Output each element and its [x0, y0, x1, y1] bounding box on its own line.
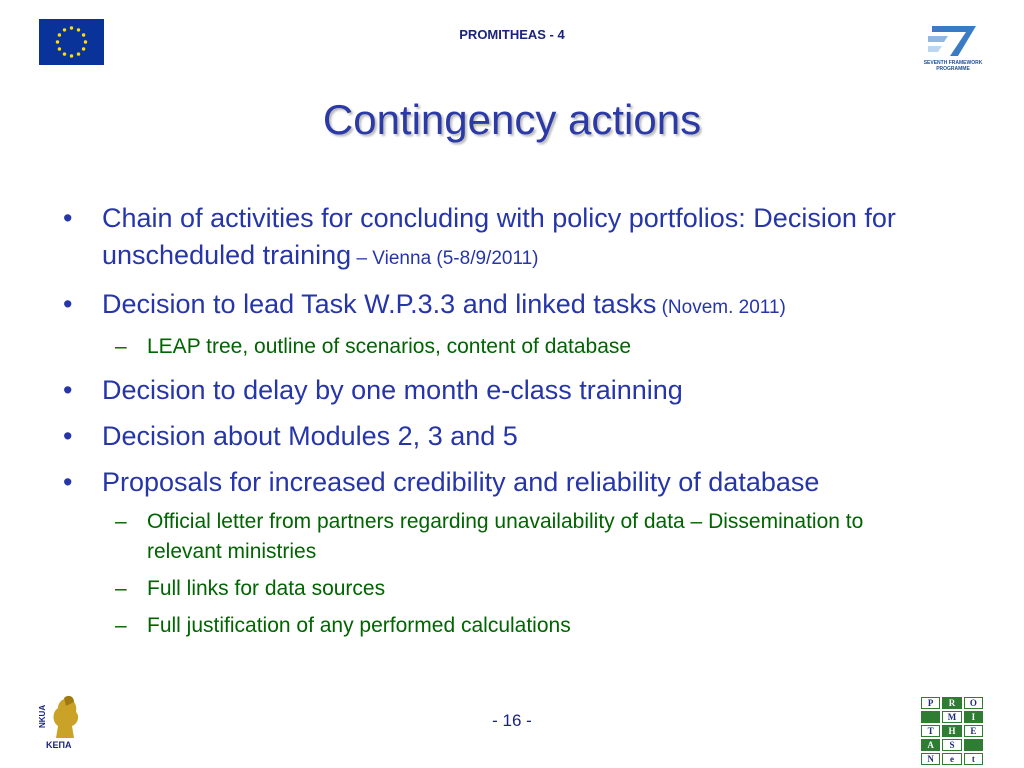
fp7-caption-line1: SEVENTH FRAMEWORK — [923, 60, 983, 66]
logo-cell: R — [942, 697, 961, 709]
bullet-text: Decision about Modules 2, 3 and 5 — [102, 421, 518, 451]
subitem — [60, 332, 1000, 362]
fp7-caption-line2: PROGRAMME — [936, 66, 970, 72]
bullet-glyph: • — [63, 289, 73, 319]
subitem — [60, 574, 1000, 604]
dash-glyph: – — [115, 614, 127, 637]
logo-cell: E — [964, 725, 983, 737]
logo-cell: P — [921, 697, 940, 709]
bullet-note: – Vienna (5-8/9/2011) — [351, 248, 539, 269]
bullet-item — [60, 464, 1000, 501]
subitem-group — [60, 332, 1000, 362]
nkua-bottom-text: ΚΕΠΑ — [46, 740, 72, 750]
logo-cell: S — [942, 739, 961, 751]
logo-cell: H — [942, 725, 961, 737]
bullet-text: Decision to delay by one month e-class trainning — [102, 375, 683, 405]
logo-cell: O — [964, 697, 983, 709]
subitem-text: LEAP tree, outline of scenarios, content of database — [147, 335, 632, 358]
dash-glyph: – — [115, 335, 127, 358]
subitem — [60, 507, 1000, 567]
bullet-item — [60, 418, 1000, 455]
slide-title: Contingency actions — [322, 96, 702, 143]
eu-star — [77, 52, 80, 55]
subitem-text: Full links for data sources — [147, 577, 386, 600]
logo-cell — [964, 739, 983, 751]
page-number: - 16 - — [492, 711, 532, 730]
subitem-text: Full justification of any performed calculations — [147, 614, 571, 637]
bullet-glyph: • — [63, 203, 73, 233]
eu-flag-icon — [39, 19, 104, 65]
logo-cell: A — [921, 739, 940, 751]
logo-cell: N — [921, 753, 940, 765]
promitheas-net-grid-icon — [921, 697, 983, 764]
bullet-text: Chain of activities for concluding with policy portfolios: Decision for unscheduled training — [102, 203, 896, 270]
slide-content — [60, 200, 1000, 651]
bullet-glyph: • — [63, 467, 73, 497]
logo-cell — [921, 711, 940, 723]
bullet-glyph: • — [63, 375, 73, 405]
dash-glyph: – — [115, 577, 127, 600]
subitem — [60, 611, 1000, 641]
subitem-group — [60, 507, 1000, 641]
bullet-text: Proposals for increased credibility and reliability of database — [102, 467, 820, 497]
fp7-caption — [918, 60, 988, 72]
logo-cell: M — [942, 711, 961, 723]
header-label: PROMITHEAS - 4 — [459, 27, 565, 42]
logo-cell: t — [964, 753, 983, 765]
nkua-vertical-text: NKUA — [38, 704, 47, 728]
eu-star — [82, 47, 85, 50]
bullet-note: (Novem. 2011) — [656, 297, 786, 318]
bullet-item — [60, 200, 1000, 277]
subitem-text: Official letter from partners regarding unavailability of data – Dissemination to relevant ministries — [147, 510, 864, 563]
eu-star — [58, 47, 61, 50]
logo-cell: T — [921, 725, 940, 737]
bullet-text: Decision to lead Task W.P.3.3 and linked tasks — [102, 289, 657, 319]
logo-cell: I — [964, 711, 983, 723]
eu-star — [70, 54, 73, 57]
bullet-item — [60, 286, 1000, 326]
bullet-glyph: • — [63, 421, 73, 451]
dash-glyph: – — [115, 510, 127, 533]
bullet-item — [60, 372, 1000, 409]
logo-cell: e — [942, 753, 961, 765]
eu-star — [63, 52, 66, 55]
